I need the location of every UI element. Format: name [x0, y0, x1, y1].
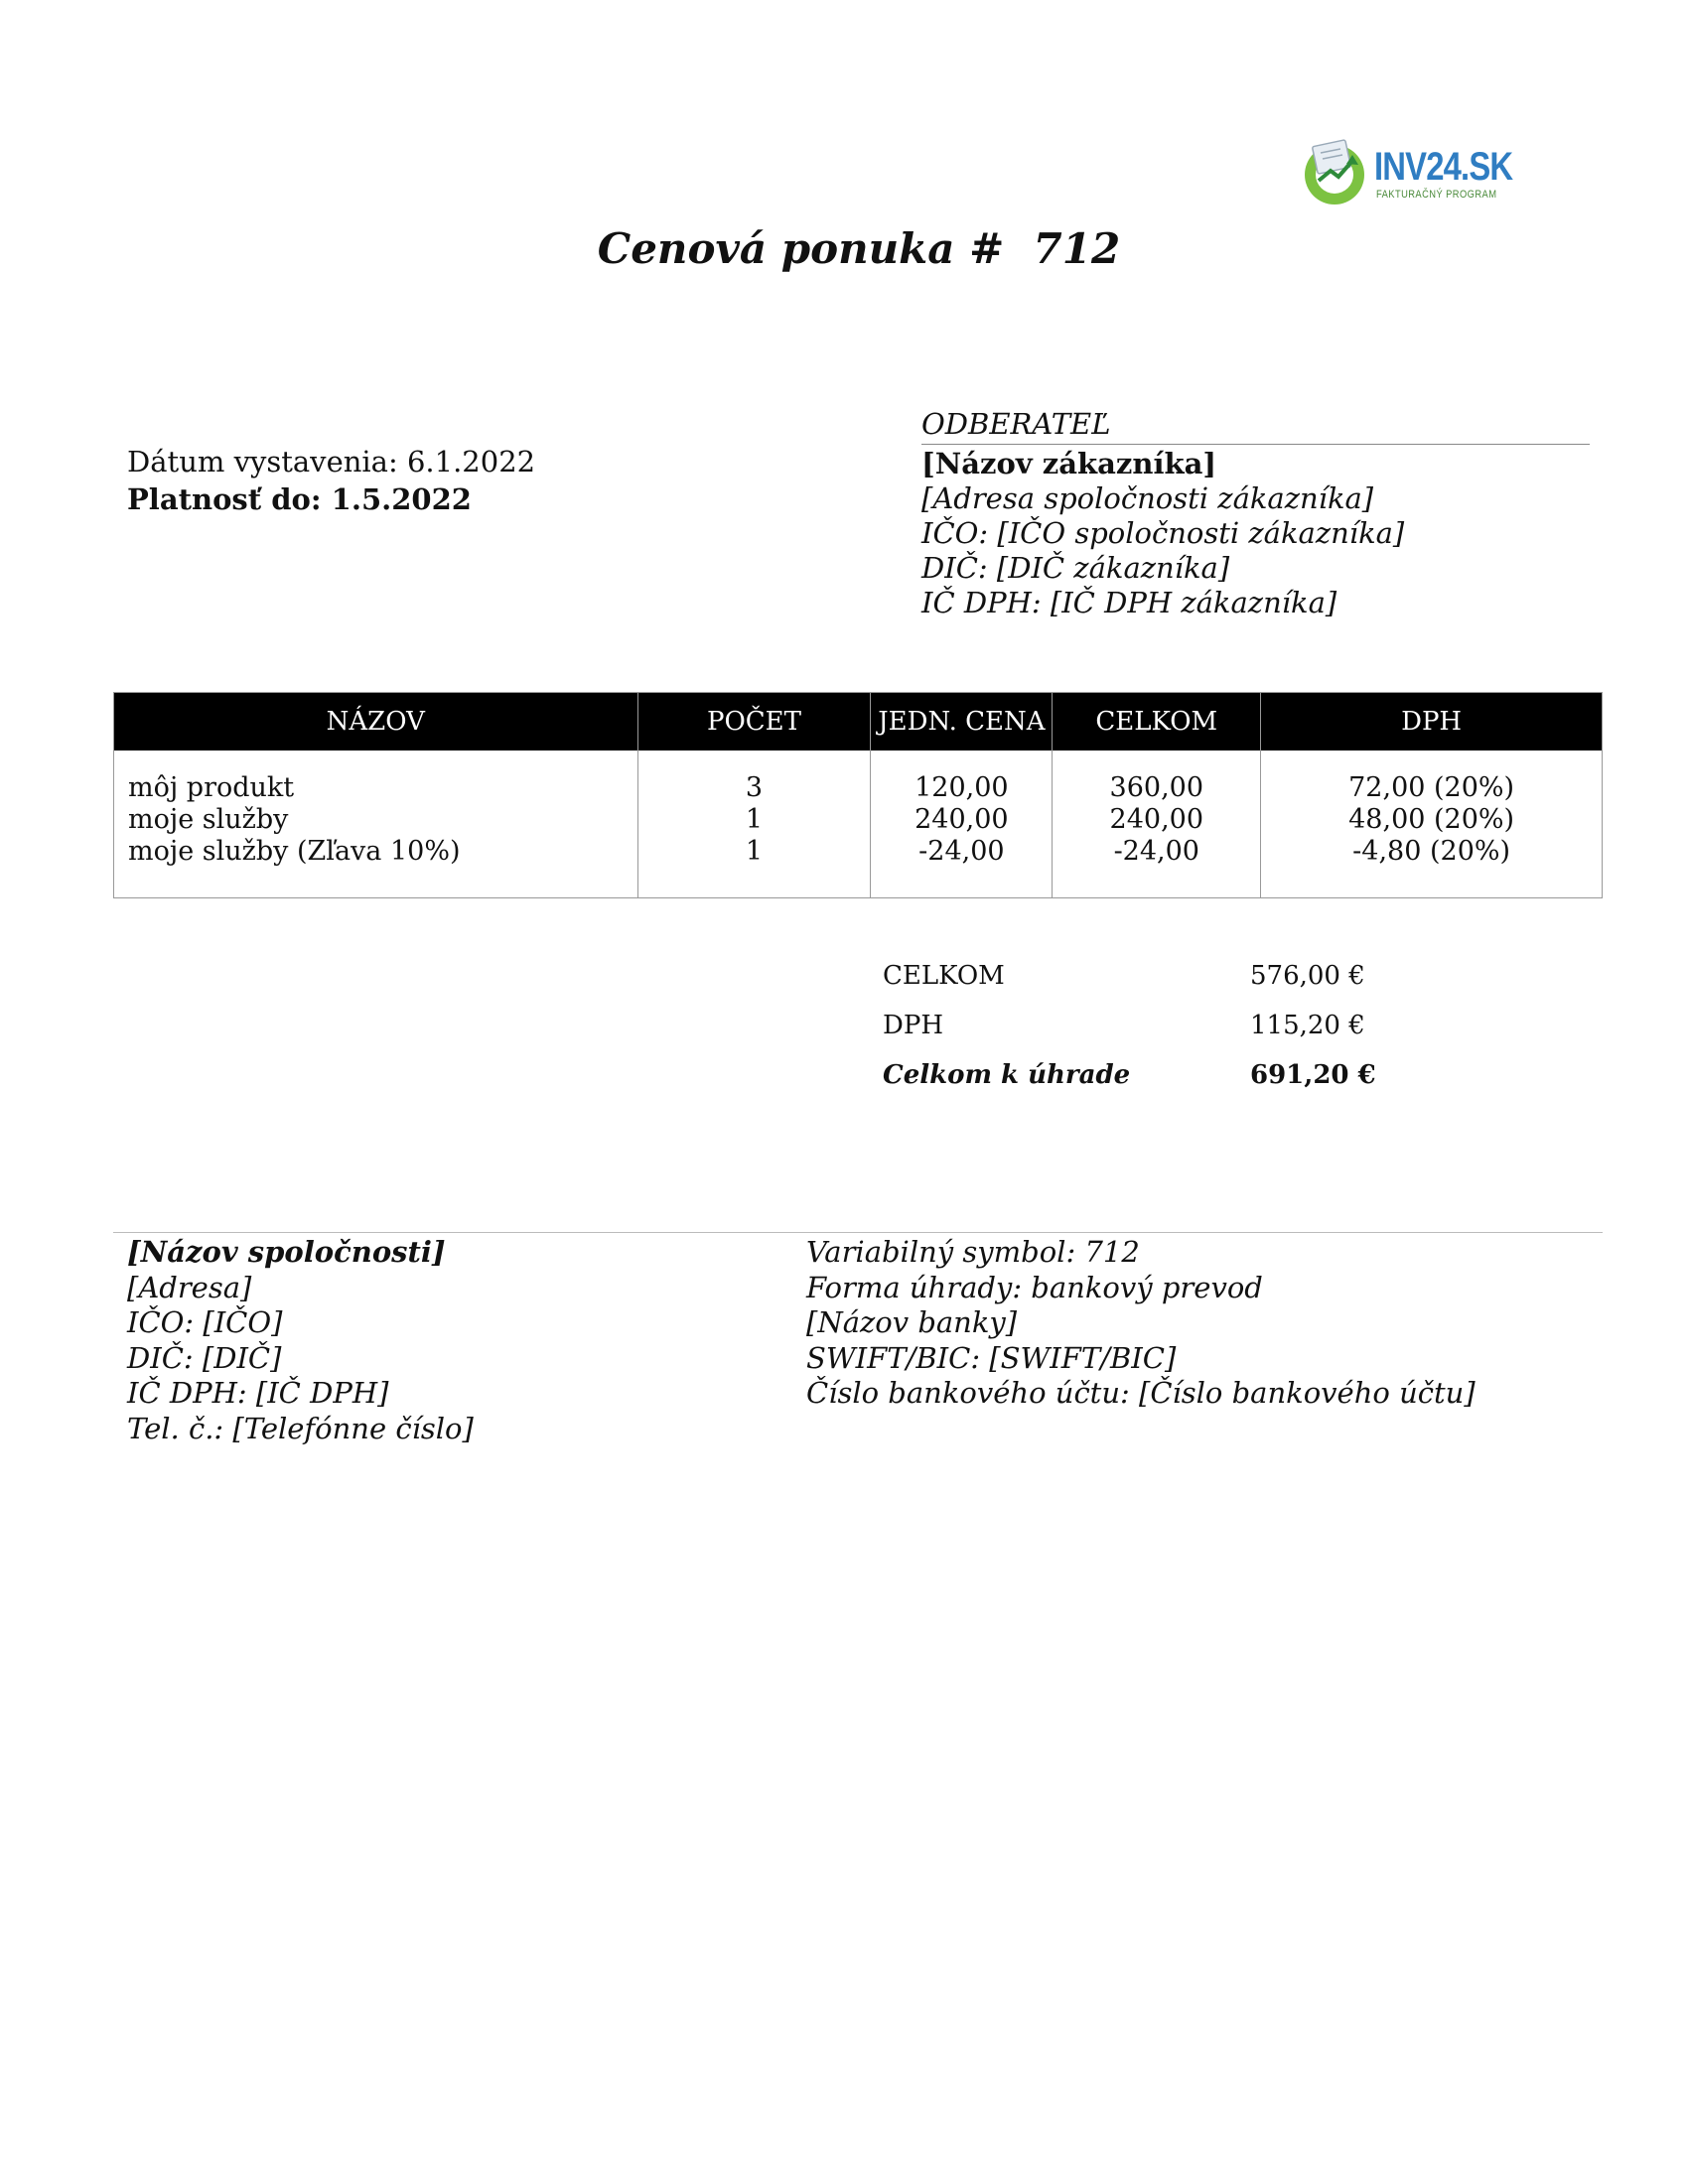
company-logo: [1301, 137, 1513, 208]
cell-name: moje služby: [128, 804, 289, 835]
col-qty-cells: [637, 751, 871, 898]
swift-bic: SWIFT/BIC: [SWIFT/BIC]: [806, 1340, 1177, 1375]
supplier-phone: Tel. č.: [Telefónne číslo]: [127, 1411, 474, 1445]
cell-name: môj produkt: [128, 772, 295, 803]
grand-total-value: 691,20 €: [1250, 1060, 1376, 1090]
col-unit-price-cells: [871, 751, 1053, 898]
customer-name: [Názov zákazníka]: [921, 447, 1217, 480]
col-total-cells: [1053, 751, 1261, 898]
table-header-row: [114, 693, 1603, 751]
cell-vat: 72,00 (20%): [1348, 772, 1515, 803]
supplier-dic: DIČ: [DIČ]: [127, 1340, 282, 1375]
supplier-address: [Adresa]: [127, 1270, 252, 1304]
grand-total-label: Celkom k úhrade: [883, 1060, 1131, 1090]
payment-block: [806, 1235, 1476, 1412]
cell-qty: 1: [745, 804, 764, 835]
bank-name: [Názov banky]: [806, 1305, 1018, 1339]
subtotal-label: CELKOM: [883, 961, 1005, 991]
cell-name: moje služby (Zľava 10%): [128, 836, 461, 867]
customer-ic-dph: IČ DPH: [IČ DPH zákazníka]: [921, 586, 1337, 619]
cell-total: -24,00: [1113, 836, 1199, 867]
col-vat-cells: [1261, 751, 1603, 898]
vat-label: DPH: [883, 1011, 944, 1040]
logo-brand: INV24.SK: [1374, 145, 1513, 189]
cell-total: 240,00: [1109, 804, 1204, 835]
cell-unit-price: 120,00: [914, 772, 1009, 803]
invoice-arrow-icon: [1301, 137, 1370, 206]
col-header-qty: POČET: [637, 693, 871, 751]
cell-vat: 48,00 (20%): [1348, 804, 1515, 835]
issue-date: Dátum vystavenia: 6.1.2022: [127, 445, 536, 478]
col-header-total: CELKOM: [1053, 693, 1261, 751]
col-header-vat: DPH: [1261, 693, 1603, 751]
variable-symbol: Variabilný symbol: 712: [806, 1235, 1140, 1269]
cell-unit-price: -24,00: [918, 836, 1005, 867]
cell-qty: 3: [745, 772, 764, 803]
customer-address: [Adresa spoločnosti zákazníka]: [921, 481, 1374, 515]
customer-ico: IČO: [IČO spoločnosti zákazníka]: [921, 516, 1405, 550]
customer-dic: DIČ: [DIČ zákazníka]: [921, 551, 1230, 585]
bank-account: Číslo bankového účtu: [Číslo bankového účtu]: [806, 1376, 1476, 1410]
payment-method: Forma úhrady: bankový prevod: [806, 1270, 1263, 1304]
logo-tagline: FAKTURAČNÝ PROGRAM: [1376, 189, 1497, 201]
supplier-ico: IČO: [IČO]: [127, 1305, 283, 1339]
cell-qty: 1: [745, 836, 764, 867]
items-table: [113, 692, 1603, 898]
customer-block: [921, 407, 1590, 620]
col-header-name: NÁZOV: [114, 693, 638, 751]
cell-unit-price: 240,00: [914, 804, 1009, 835]
vat-value: 115,20 €: [1250, 1011, 1365, 1040]
supplier-ic-dph: IČ DPH: [IČ DPH]: [127, 1376, 389, 1410]
table-body-row: [114, 751, 1603, 898]
col-header-unit-price: JEDN. CENA: [871, 693, 1053, 751]
customer-label: ODBERATEĽ: [921, 407, 1590, 445]
subtotal-value: 576,00 €: [1250, 961, 1365, 991]
supplier-block: [127, 1235, 474, 1446]
page-title: Cenová ponuka # 712: [597, 224, 1121, 273]
cell-total: 360,00: [1109, 772, 1204, 803]
dates-block: [127, 443, 535, 518]
col-name-cells: [114, 751, 638, 898]
supplier-name: [Názov spoločnosti]: [127, 1235, 446, 1269]
cell-vat: -4,80 (20%): [1352, 836, 1511, 867]
valid-until: Platnosť do: 1.5.2022: [127, 482, 472, 516]
footer-divider: [113, 1232, 1603, 1233]
